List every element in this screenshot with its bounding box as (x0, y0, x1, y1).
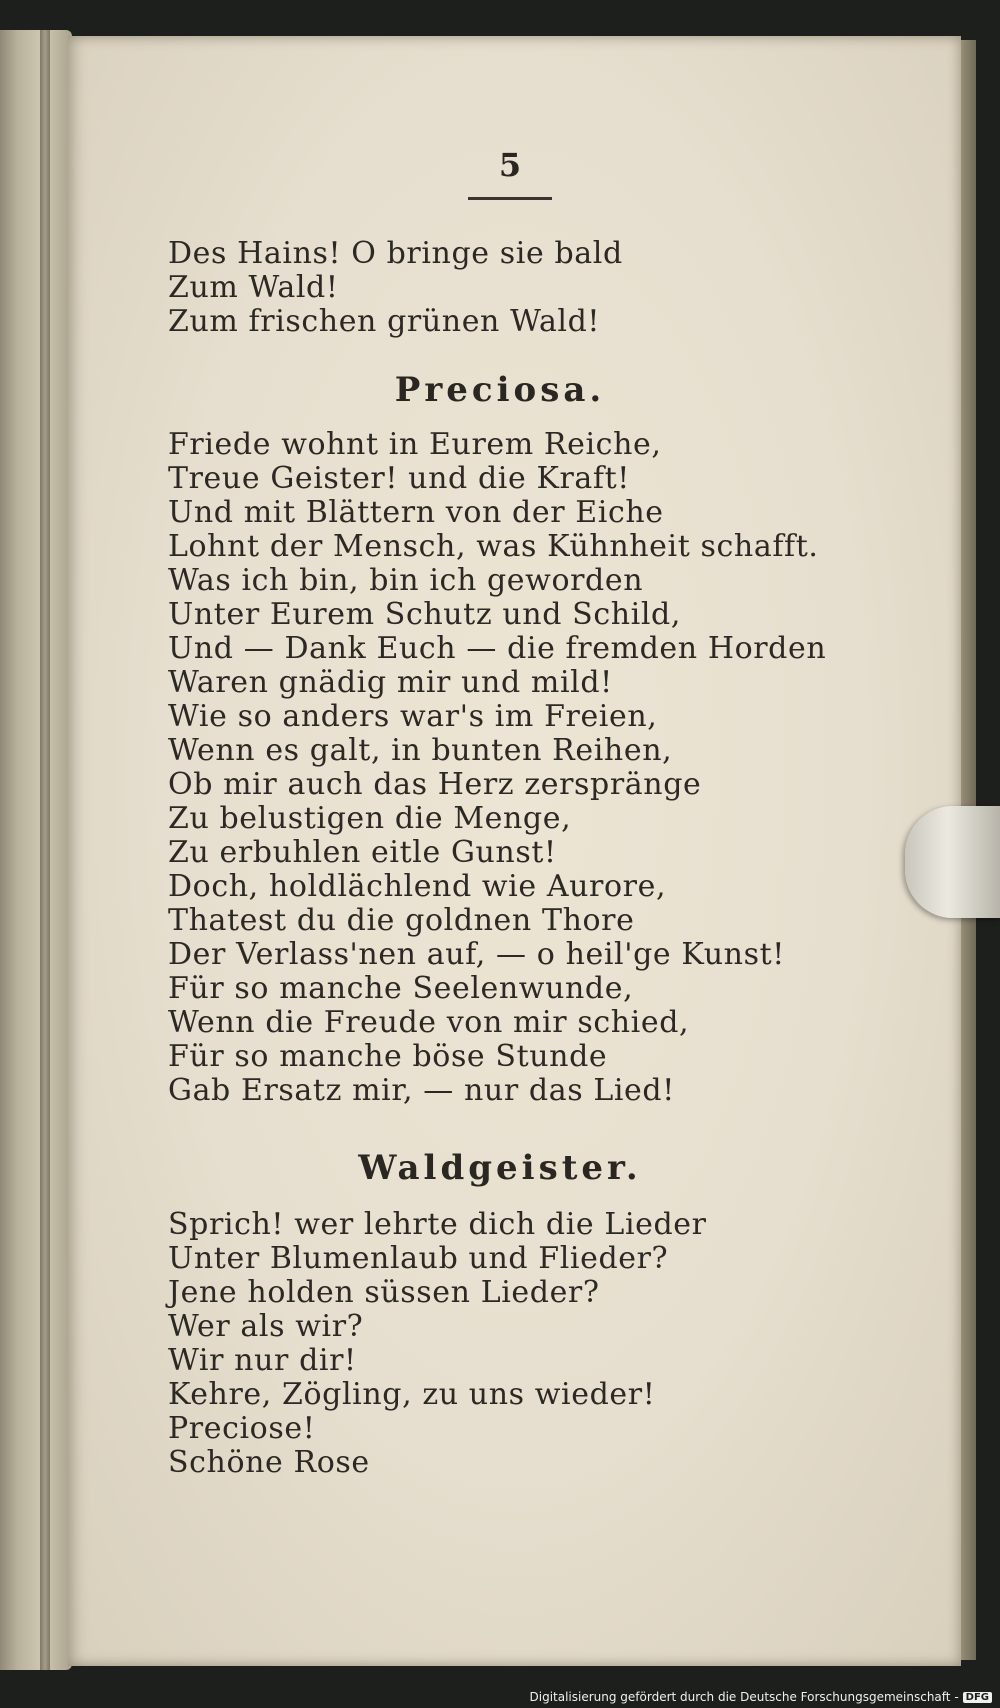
credit-text: Digitalisierung gefördert durch die Deutsche Forschungsgemeinschaft - (529, 1690, 959, 1704)
verse-line: Zum Wald! (168, 270, 339, 305)
left-page-edge (0, 30, 72, 1670)
verse-line: Schöne Rose (168, 1445, 370, 1480)
verse-line: Sprich! wer lehrte dich die Lieder (168, 1207, 707, 1242)
verse-line: Des Hains! O bringe sie bald (168, 236, 623, 271)
verse-line: Unter Eurem Schutz und Schild, (168, 597, 681, 632)
verse-line: Für so manche Seelenwunde, (168, 971, 634, 1006)
book-spine (40, 30, 50, 1670)
verse-line: Wir nur dir! (168, 1343, 357, 1378)
verse-line: Und mit Blättern von der Eiche (168, 495, 664, 530)
page-number: 5 (498, 146, 522, 184)
verse-line: Unter Blumenlaub und Flieder? (168, 1241, 669, 1276)
dfg-logo-icon: DFG (963, 1692, 992, 1703)
verse-line: Preciose! (168, 1411, 316, 1446)
digitization-credit (530, 1690, 993, 1704)
verse-line: Was ich bin, bin ich geworden (168, 563, 644, 598)
stanza-preciosa (168, 428, 826, 1108)
verse-line: Kehre, Zögling, zu uns wieder! (168, 1377, 656, 1412)
stanza-top (168, 237, 623, 339)
verse-line: Der Verlass'nen auf, — o heil'ge Kunst! (168, 937, 785, 972)
bookmark-clip (905, 806, 1000, 918)
verse-line: Friede wohnt in Eurem Reiche, (168, 427, 662, 462)
verse-line: Wer als wir? (168, 1309, 364, 1344)
verse-line: Wie so anders war's im Freien, (168, 699, 658, 734)
verse-line: Jene holden süssen Lieder? (168, 1275, 600, 1310)
verse-line: Treue Geister! und die Kraft! (168, 461, 630, 496)
verse-line: Für so manche böse Stunde (168, 1039, 608, 1074)
verse-line: Zu belustigen die Menge, (168, 801, 572, 836)
verse-line: Zum frischen grünen Wald! (168, 304, 601, 339)
verse-line: Lohnt der Mensch, was Kühnheit schafft. (168, 529, 819, 564)
verse-line: Gab Ersatz mir, — nur das Lied! (168, 1073, 675, 1108)
stanza-waldgeister (168, 1208, 707, 1480)
verse-line: Ob mir auch das Herz zerspränge (168, 767, 702, 802)
verse-line: Zu erbuhlen eitle Gunst! (168, 835, 557, 870)
verse-line: Thatest du die goldnen Thore (168, 903, 635, 938)
verse-line: Doch, holdlächlend wie Aurore, (168, 869, 667, 904)
section-heading-preciosa: Preciosa. (394, 370, 606, 410)
verse-line: Wenn es galt, in bunten Reihen, (168, 733, 673, 768)
verse-line: Waren gnädig mir und mild! (168, 665, 613, 700)
page-number-rule (468, 197, 552, 200)
verse-line: Wenn die Freude von mir schied, (168, 1005, 690, 1040)
verse-line: Und — Dank Euch — die fremden Horden (168, 631, 827, 666)
section-heading-waldgeister: Waldgeister. (358, 1148, 642, 1188)
